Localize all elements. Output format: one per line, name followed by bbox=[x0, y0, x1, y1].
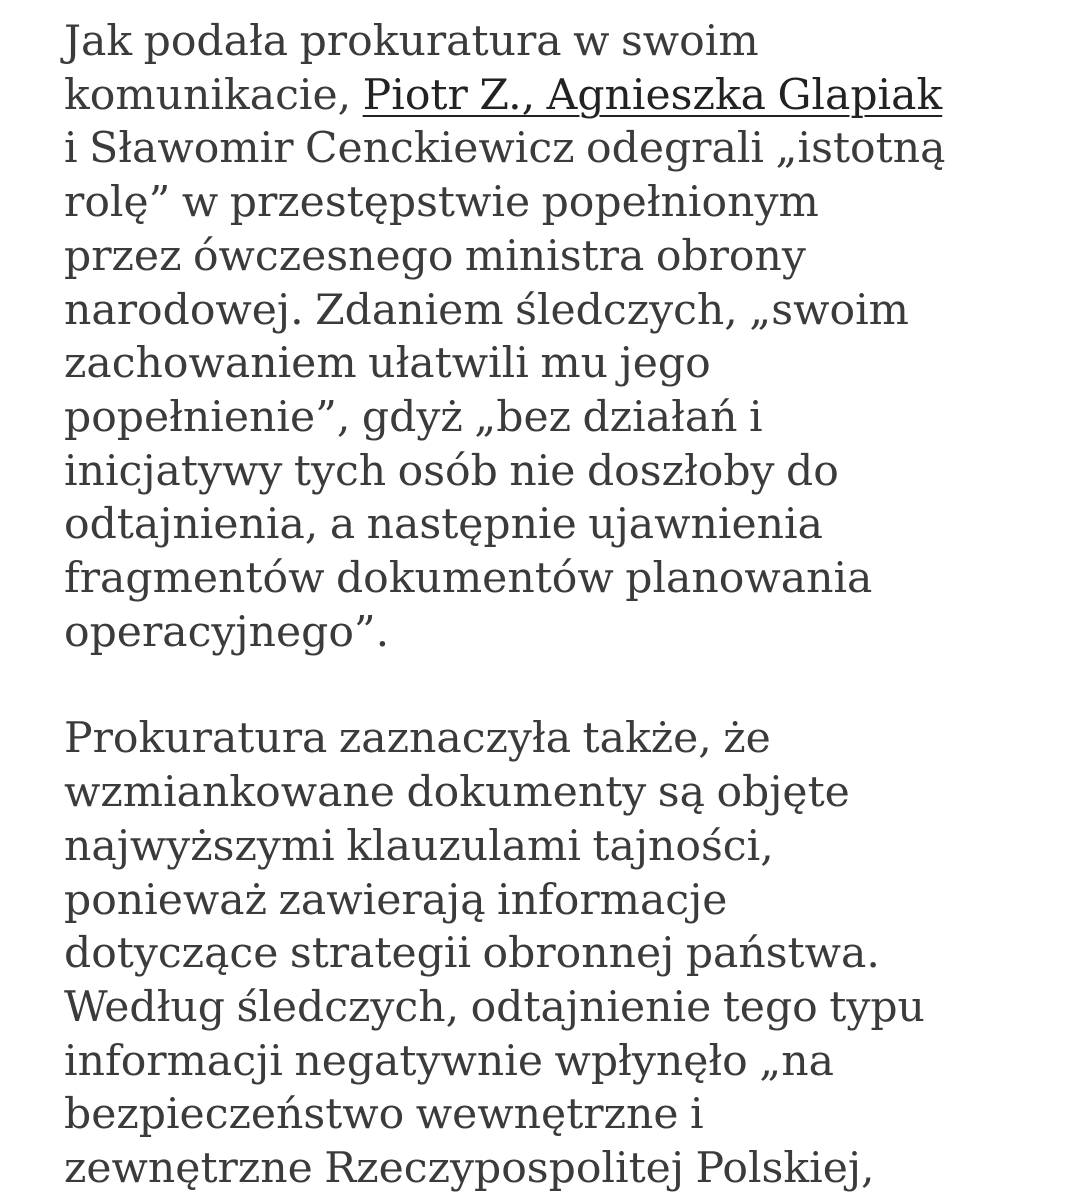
paragraph-line: najwyższymi klauzulami tajności, bbox=[64, 821, 774, 871]
paragraph-line: wzmiankowane dokumenty są objęte bbox=[64, 768, 850, 818]
paragraph-line: bezpieczeństwo wewnętrzne i bbox=[64, 1090, 704, 1140]
article-body bbox=[64, 15, 1024, 1196]
paragraph-line: odtajnienia, a następnie ujawnienia bbox=[64, 500, 823, 550]
paragraph-line-text: komunikacie, bbox=[64, 70, 363, 120]
paragraph-line: popełnienie”, gdyż „bez działań i bbox=[64, 392, 763, 442]
paragraph-line: Według śledczych, odtajnienie tego typu bbox=[64, 982, 925, 1032]
paragraph-line: rolę” w przestępstwie popełnionym bbox=[64, 178, 819, 228]
paragraph-line: fragmentów dokumentów planowania bbox=[64, 554, 873, 604]
paragraph-line: zewnętrzne Rzeczypospolitej Polskiej, bbox=[64, 1144, 875, 1194]
paragraph-line: zachowaniem ułatwili mu jego bbox=[64, 339, 711, 389]
article-paragraph-1 bbox=[64, 15, 1024, 659]
paragraph-line: Jak podała prokuratura w swoim bbox=[64, 17, 759, 66]
paragraph-line: Prokuratura zaznaczyła także, że bbox=[64, 714, 771, 764]
paragraph-line: informacji negatywnie wpłynęło „na bbox=[64, 1036, 834, 1086]
paragraph-line: inicjatywy tych osób nie doszłoby do bbox=[64, 446, 839, 496]
paragraph-line: i Sławomir Cenckiewicz odegrali „istotną bbox=[64, 124, 946, 174]
paragraph-line: przez ówczesnego ministra obrony bbox=[64, 231, 806, 281]
paragraph-line: operacyjnego”. bbox=[64, 607, 390, 657]
paragraph-line: narodowej. Zdaniem śledczych, „swoim bbox=[64, 285, 909, 335]
paragraph-line: dotyczące strategii obronnej państwa. bbox=[64, 929, 880, 979]
person-names-link[interactable]: Piotr Z., Agnieszka Glapiak bbox=[362, 70, 943, 120]
article-paragraph-2 bbox=[64, 712, 1024, 1195]
paragraph-line: ponieważ zawierają informacje bbox=[64, 875, 728, 925]
paragraph-line bbox=[64, 69, 1024, 123]
